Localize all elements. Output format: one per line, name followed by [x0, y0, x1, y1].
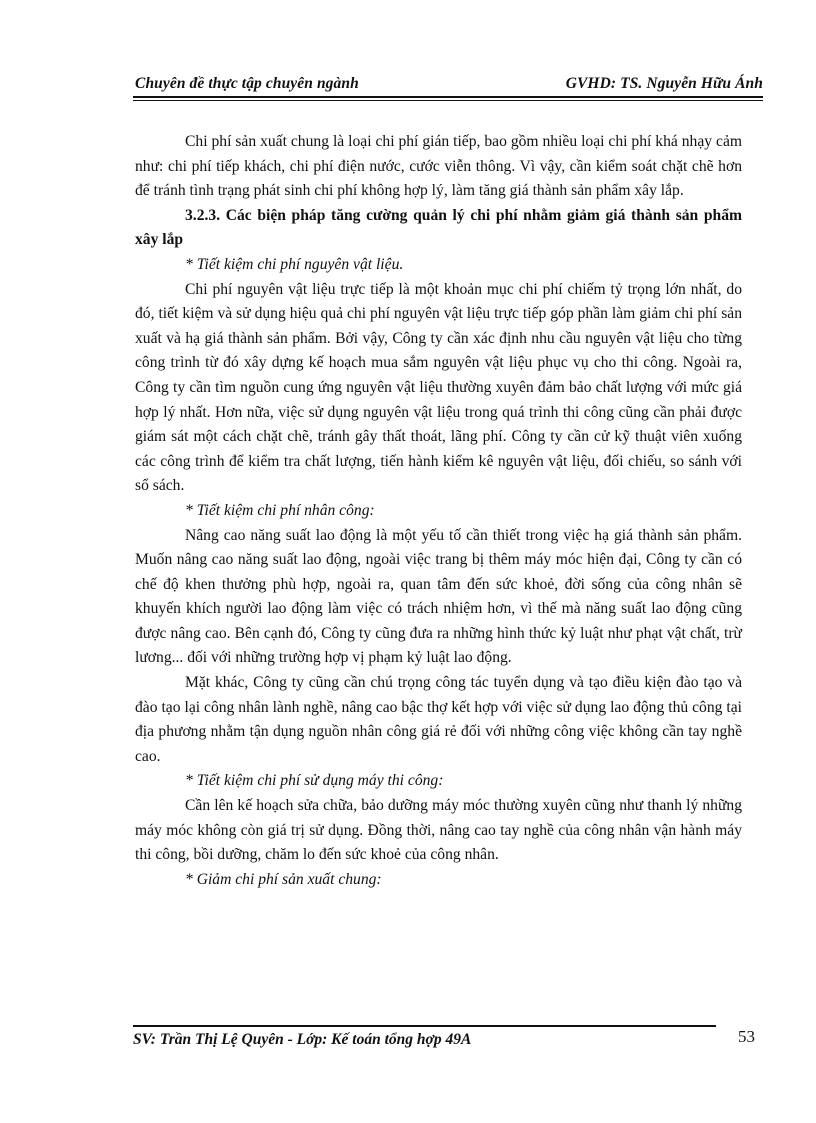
subheading-labor: * Tiết kiệm chi phí nhân công: — [185, 501, 375, 519]
page-number: 53 — [738, 1027, 755, 1046]
paragraph-training: Mặt khác, Công ty cũng cần chú trọng công tác tuyển dụng và tạo điều kiện đào tạo và đào tạo lại công nhân lành nghề, nâng cao bậc thợ kết hợp với việc sử dụng lao động thủ công tại địa phương nhằm tận dụng nguồn nhân công giá rẻ đối với những công việc không cần tay nghề cao. — [135, 674, 742, 765]
header-rule-thick — [133, 96, 763, 98]
paragraph-machinery: Cần lên kế hoạch sửa chữa, bảo dưỡng máy móc thường xuyên cũng như thanh lý những máy móc không còn giá trị sử dụng. Đồng thời, nâng cao tay nghề của công nhân vận hành máy thi công, bồi dưỡng, chăm lo đến sức khoẻ của công nhân. — [135, 797, 742, 864]
header-supervisor: GVHD: TS. Nguyễn Hữu Ánh — [565, 75, 763, 92]
header-rule-thin — [133, 100, 763, 101]
paragraph-overhead-cost: Chi phí sản xuất chung là loại chi phí gián tiếp, bao gồm nhiều loại chi phí khá nhạy cảm như: chi phí tiếp khách, chi phí điện nước, cước viễn thông. Vì vậy, cần kiểm soát chặt chẽ hơn để tránh tình trạng phát sinh chi phí không hợp lý, làm tăng giá thành sản phẩm xây lắp. — [135, 133, 742, 200]
subheading-overhead: * Giảm chi phí sản xuất chung: — [185, 870, 382, 888]
paragraph-materials: Chi phí nguyên vật liệu trực tiếp là một khoản mục chi phí chiếm tỷ trọng lớn nhất, do đó, tiết kiệm và sử dụng hiệu quả chi phí nguyên vật liệu trực tiếp góp phần làm giảm chi phí sản xuất và hạ giá thành sản phẩm. Bởi vậy, Công ty cần xác định nhu cầu nguyên vật liệu cho từng công trình từ đó xây dựng kế hoạch mua sắm nguyên vật liệu phục vụ cho thi công. Ngoài ra, Công ty cần tìm nguồn cung ứng nguyên vật liệu thường xuyên đảm bảo chất lượng với mức giá hợp lý nhất. Hơn nữa, việc sử dụng nguyên vật liệu trong quá trình thi công cũng cần phải được giám sát một cách chặt chẽ, tránh gây thất thoát, lãng phí. Công ty cần cử kỹ thuật viên xuống các công trình để kiểm tra chất lượng, tiến hành kiểm kê nguyên vật liệu, đối chiếu, so sánh với sổ sách. — [135, 280, 742, 495]
footer-rule — [133, 1025, 716, 1027]
subheading-machinery: * Tiết kiệm chi phí sử dụng máy thi công: — [185, 772, 444, 790]
paragraph-labor: Nâng cao năng suất lao động là một yếu tố cần thiết trong việc hạ giá thành sản phẩm. Muốn nâng cao năng suất lao động, ngoài việc trang bị thêm máy móc hiện đại, Công ty cần có chế độ khen thưởng phù hợp, ngoài ra, quan tâm đến sức khoẻ, đời sống của công nhân sẽ khuyến khích người lao động làm việc có trách nhiệm hơn, vì thế mà năng suất lao động cũng được nâng cao. Bên cạnh đó, Công ty cũng đưa ra những hình thức kỷ luật như phạt vật chất, trừ lương... đối với những trường hợp vị phạm kỷ luật lao động. — [135, 526, 742, 667]
page-body — [135, 130, 742, 892]
header-document-title: Chuyên đề thực tập chuyên ngành — [135, 75, 359, 92]
subheading-materials: * Tiết kiệm chi phí nguyên vật liệu. — [185, 255, 404, 273]
footer-student-info: SV: Trần Thị Lệ Quyên - Lớp: Kế toán tổng hợp 49A — [133, 1031, 472, 1048]
page-header — [133, 75, 763, 97]
section-heading-3-2-3: 3.2.3. Các biện pháp tăng cường quản lý chi phí nhằm giảm giá thành sản phẩm xây lắp — [135, 206, 742, 249]
